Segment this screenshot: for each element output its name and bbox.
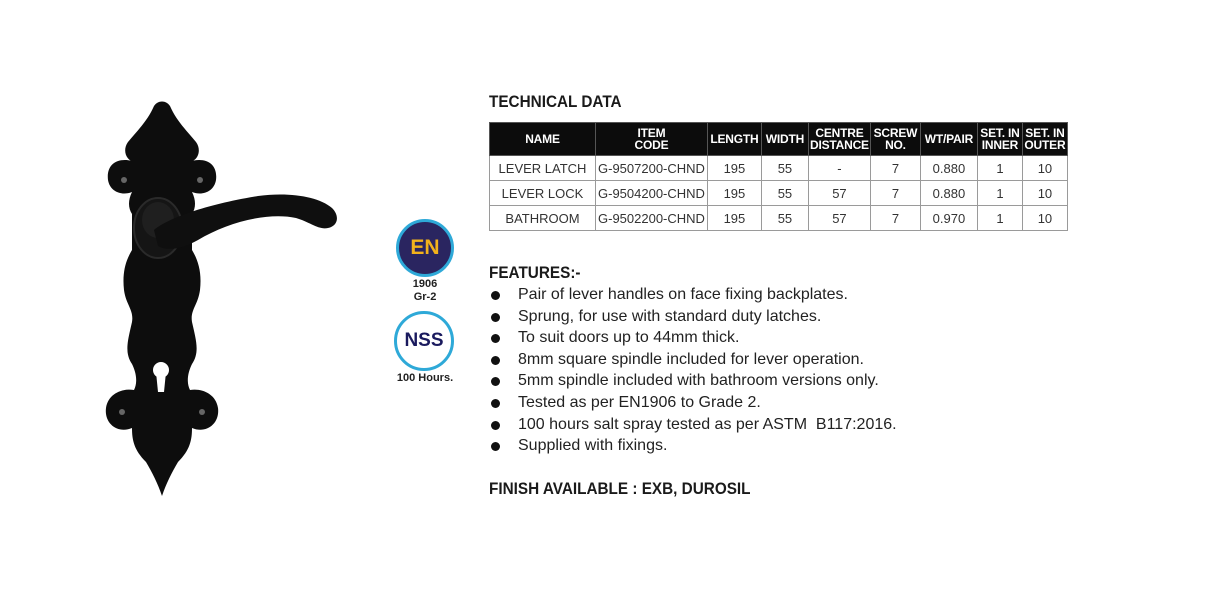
cell-name: LEVER LOCK [490, 181, 596, 206]
list-item: Tested as per EN1906 to Grade 2. [490, 392, 897, 414]
list-item: Pair of lever handles on face fixing backplates. [490, 284, 897, 306]
cell-width: 55 [761, 206, 808, 231]
col-header-length: LENGTH [707, 123, 761, 156]
bullet-icon [491, 399, 500, 408]
bullet-icon [491, 313, 500, 322]
table-row [490, 181, 1068, 206]
cell-centre-distance: - [808, 156, 870, 181]
en-badge-caption [396, 278, 454, 304]
list-item: Supplied with fixings. [490, 435, 897, 457]
cell-set-inner: 1 [977, 181, 1022, 206]
technical-data-table [489, 122, 1068, 231]
nss-badge-label: NSS [404, 330, 444, 351]
cell-screw-no: 7 [870, 206, 920, 231]
cell-wt-pair: 0.970 [920, 206, 977, 231]
col-header-name: NAME [490, 123, 596, 156]
lever-handle-product-image [88, 100, 348, 500]
cell-item-code: G-9502200-CHND [596, 206, 708, 231]
cell-set-inner: 1 [977, 206, 1022, 231]
cell-length: 195 [707, 181, 761, 206]
finish-available: FINISH AVAILABLE : EXB, DUROSIL [489, 479, 751, 498]
features-list [490, 284, 897, 457]
cell-set-outer: 10 [1022, 206, 1067, 231]
cell-wt-pair: 0.880 [920, 156, 977, 181]
table-header-row [490, 123, 1068, 156]
cell-set-outer: 10 [1022, 156, 1067, 181]
nss-certification-badge [394, 311, 454, 371]
cell-screw-no: 7 [870, 156, 920, 181]
col-header-width: WIDTH [761, 123, 808, 156]
cell-name: LEVER LATCH [490, 156, 596, 181]
cell-centre-distance: 57 [808, 181, 870, 206]
cell-length: 195 [707, 206, 761, 231]
bullet-icon [491, 377, 500, 386]
cell-item-code: G-9504200-CHND [596, 181, 708, 206]
list-item: 5mm spindle included with bathroom versions only. [490, 370, 897, 392]
col-header-centre-distance: CENTRE DISTANCE [808, 123, 870, 156]
table-row [490, 206, 1068, 231]
bullet-icon [491, 356, 500, 365]
cell-item-code: G-9507200-CHND [596, 156, 708, 181]
cell-centre-distance: 57 [808, 206, 870, 231]
cell-name: BATHROOM [490, 206, 596, 231]
cell-set-outer: 10 [1022, 181, 1067, 206]
table-row [490, 156, 1068, 181]
cell-wt-pair: 0.880 [920, 181, 977, 206]
col-header-set-outer: SET. IN OUTER [1022, 123, 1067, 156]
bullet-icon [491, 291, 500, 300]
col-header-screw-no: SCREW NO. [870, 123, 920, 156]
list-item: To suit doors up to 44mm thick. [490, 327, 897, 349]
list-item: 8mm square spindle included for lever operation. [490, 349, 897, 371]
nss-badge-caption: 100 Hours. [396, 372, 454, 384]
en-certification-badge [396, 219, 454, 277]
cell-width: 55 [761, 181, 808, 206]
col-header-item-code: ITEM CODE [596, 123, 708, 156]
en-caption-grade: Gr-2 [413, 291, 437, 303]
cell-length: 195 [707, 156, 761, 181]
en-badge-label: EN [410, 236, 440, 259]
technical-data-title: TECHNICAL DATA [489, 92, 622, 111]
list-item: Sprung, for use with standard duty latches. [490, 306, 897, 328]
cell-width: 55 [761, 156, 808, 181]
col-header-wt-pair: WT/PAIR [920, 123, 977, 156]
bullet-icon [491, 334, 500, 343]
bullet-icon [491, 442, 500, 451]
features-title: FEATURES:- [489, 263, 581, 282]
col-header-set-inner: SET. IN INNER [977, 123, 1022, 156]
cell-screw-no: 7 [870, 181, 920, 206]
list-item: 100 hours salt spray tested as per ASTM B117:2016. [490, 414, 897, 436]
en-caption-standard: 1906 [412, 278, 438, 290]
cell-set-inner: 1 [977, 156, 1022, 181]
bullet-icon [491, 421, 500, 430]
